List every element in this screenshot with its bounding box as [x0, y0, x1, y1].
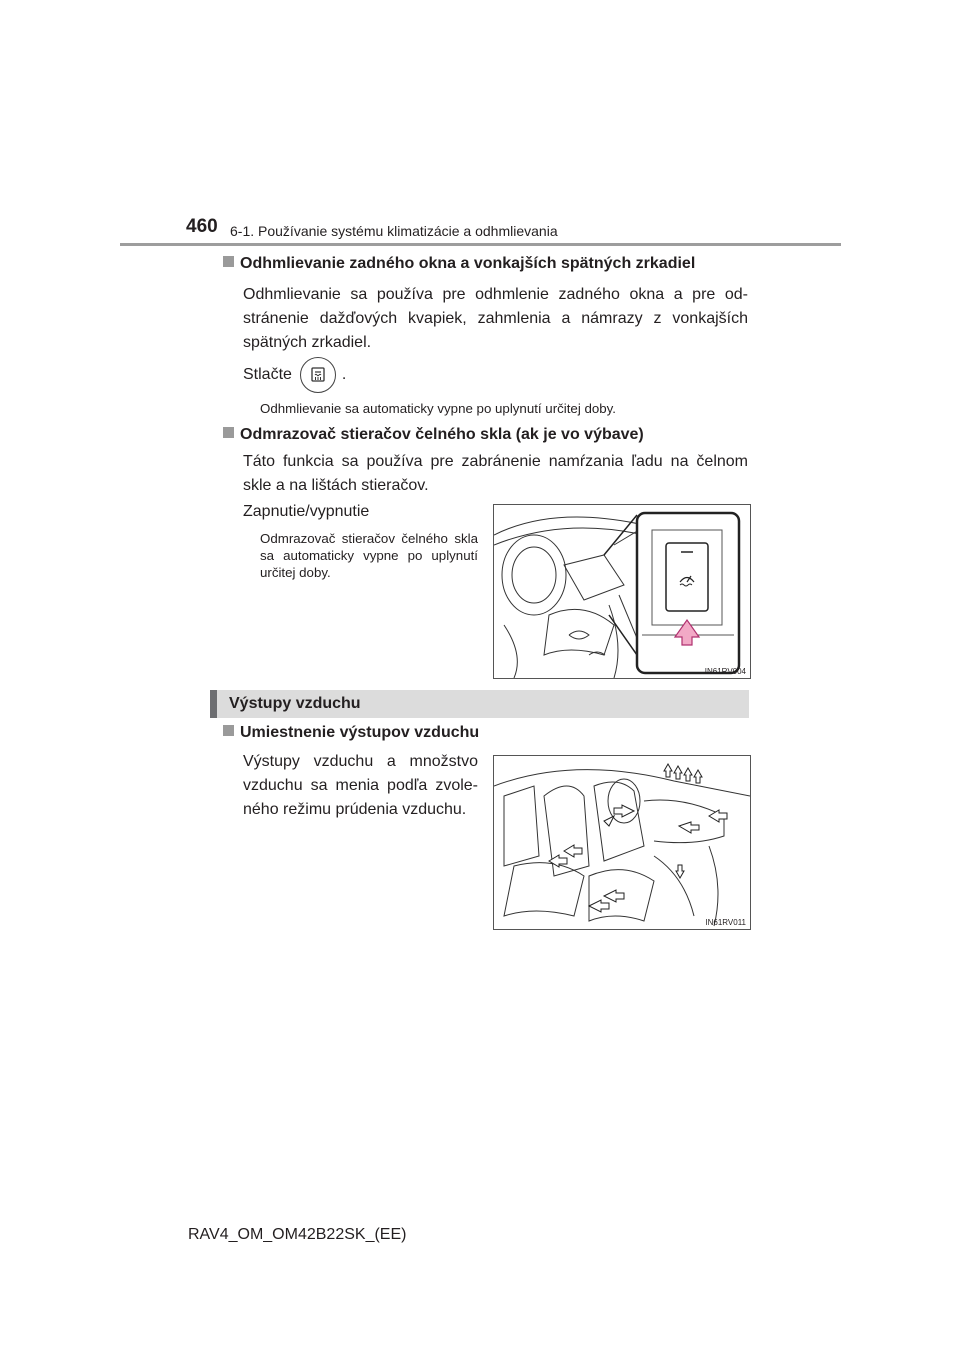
subheading-rear-defog: Odhmlievanie zadného okna a vonkajších spätných zrkadiel — [223, 255, 695, 273]
dashboard-illustration — [494, 505, 750, 678]
square-bullet-icon — [223, 427, 234, 438]
header-rule — [120, 243, 841, 246]
page-number: 460 — [186, 216, 218, 237]
section-bar-air-outlets — [210, 690, 749, 718]
body-rear-defog: Odhmlievanie sa používa pre odhmlenie zadného okna a pre od-stránenie dažďových kvapiek, zahmlenia a námrazy z vonkajších spätných zrkadiel. — [243, 286, 748, 351]
note-rear-defog: Odhmlievanie sa automaticky vypne po uplynutí určitej doby. — [260, 401, 617, 416]
note-wiper-deicer: Odmrazovač stieračov čelného skla sa automaticky vypne po uplynutí určitej doby. — [260, 531, 478, 580]
subheading-wiper-deicer: Odmrazovač stieračov čelného skla (ak je vo výbave) — [223, 426, 644, 444]
press-suffix: . — [341, 366, 347, 383]
press-label: Stlačte — [243, 366, 292, 383]
press-instruction — [243, 357, 346, 393]
figure-code: IN61RV004 — [704, 667, 746, 676]
square-bullet-icon — [223, 725, 234, 736]
figure-air-outlets — [493, 755, 751, 930]
figure-code: IN61RV011 — [705, 918, 746, 927]
cabin-illustration — [494, 756, 750, 929]
square-bullet-icon — [223, 256, 234, 267]
body-air-outlets: Výstupy vzduchu a množstvo vzduchu sa menia podľa zvole-ného režimu prúdenia vzduchu. — [243, 753, 478, 818]
section-title: Výstupy vzduchu — [229, 695, 361, 712]
switch-label: Zapnutie/vypnutie — [243, 503, 370, 520]
footer-doc-code: RAV4_OM_OM42B22SK_(EE) — [188, 1226, 407, 1243]
chapter-title: 6-1. Používanie systému klimatizácie a odhmlievania — [230, 223, 558, 239]
subheading-air-outlets: Umiestnenie výstupov vzduchu — [223, 724, 479, 742]
body-wiper-deicer: Táto funkcia sa používa pre zabránenie namŕzania ľadu na čelnom skle a na lištách stieračov. — [243, 453, 748, 494]
rear-defogger-button-icon — [300, 357, 336, 393]
figure-dashboard-deicer-switch — [493, 504, 751, 679]
